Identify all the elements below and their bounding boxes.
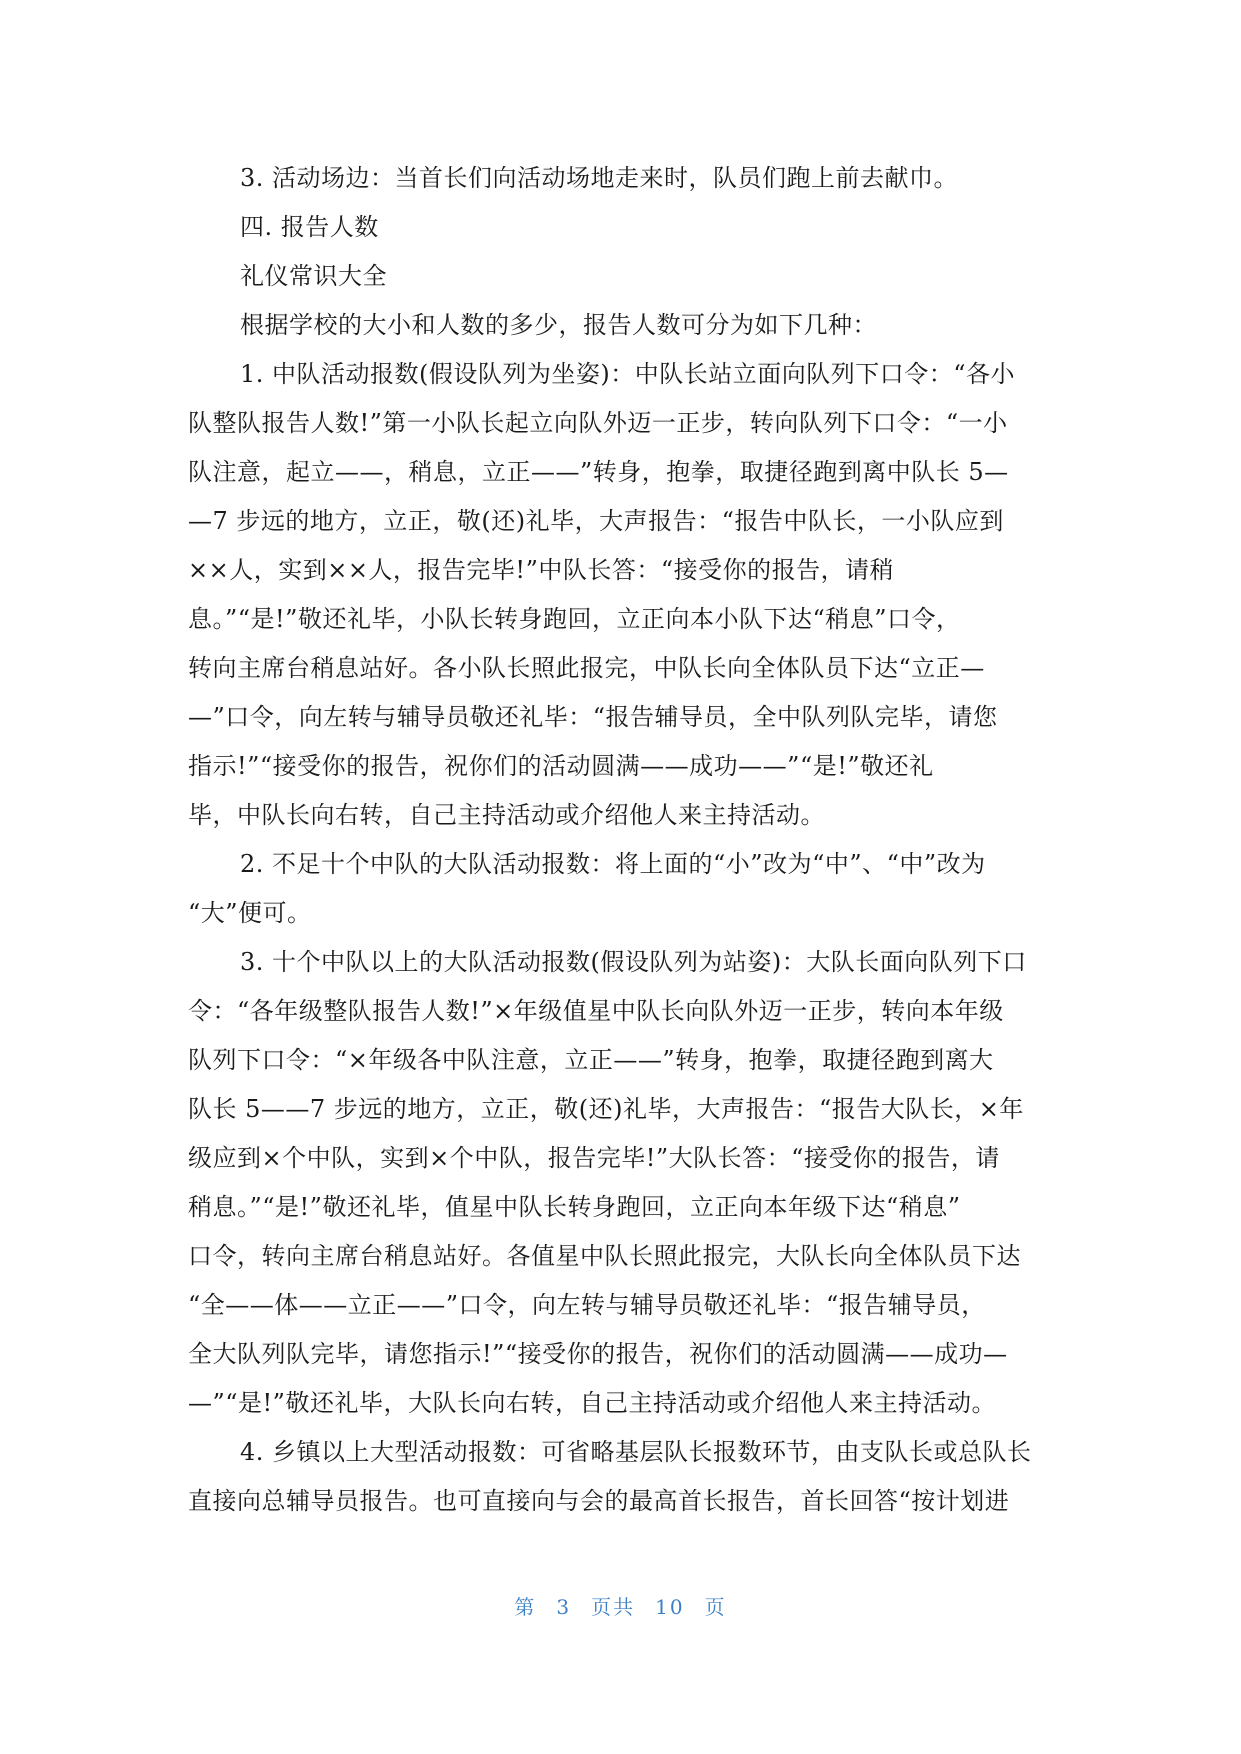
text-line: “大”便可。 <box>188 899 312 927</box>
text-line: 指示!”“接受你的报告，祝你们的活动圆满——成功——”“是!”敬还礼 <box>188 752 934 780</box>
text-line: —”“是!”敬还礼毕，大队长向右转，自己主持活动或介绍他人来主持活动。 <box>188 1389 996 1417</box>
footer-label-page-of: 页共 <box>591 1595 636 1619</box>
text-line: 礼仪常识大全 <box>240 262 387 290</box>
text-line: 4. 乡镇以上大型活动报数：可省略基层队长报数环节，由支队长或总队长 <box>240 1438 1032 1466</box>
text-line: 队整队报告人数!”第一小队长起立向队外迈一正步，转向队列下口令：“一小 <box>188 409 1008 437</box>
text-line: 2. 不足十个中队的大队活动报数：将上面的“小”改为“中”、“中”改为 <box>240 850 986 878</box>
footer-label-page: 第 <box>514 1595 537 1619</box>
text-line: “全——体——立正——”口令，向左转与辅导员敬还礼毕：“报告辅导员， <box>188 1291 986 1319</box>
footer-current-page: 3 <box>556 1595 572 1619</box>
text-line: 队长 5——7 步远的地方，立正，敬(还)礼毕，大声报告：“报告大队长，×年 <box>188 1095 1024 1123</box>
text-line: —”口令，向左转与辅导员敬还礼毕：“报告辅导员，全中队列队完毕，请您 <box>188 703 998 731</box>
text-line: 3. 十个中队以上的大队活动报数(假设队列为站姿)：大队长面向队列下口 <box>240 948 1027 976</box>
text-line: 根据学校的大小和人数的多少，报告人数可分为如下几种： <box>240 311 877 339</box>
text-line: 息。”“是!”敬还礼毕，小队长转身跑回，立正向本小队下达“稍息”口令， <box>188 605 961 633</box>
text-line: 直接向总辅导员报告。也可直接向与会的最高首长报告，首长回答“按计划进 <box>188 1487 1010 1515</box>
text-line: 口令，转向主席台稍息站好。各值星中队长照此报完，大队长向全体队员下达 <box>188 1242 1021 1270</box>
footer-label-page-end: 页 <box>704 1595 727 1619</box>
text-line: 转向主席台稍息站好。各小队长照此报完，中队长向全体队员下达“立正— <box>188 654 985 682</box>
text-line: ××人，实到××人，报告完毕!”中队长答：“接受你的报告，请稍 <box>188 556 895 584</box>
text-line: 3. 活动场边：当首长们向活动场地走来时，队员们跑上前去献巾。 <box>240 164 959 192</box>
text-line: 1. 中队活动报数(假设队列为坐姿)：中队长站立面向队列下口令：“各小 <box>240 360 1016 388</box>
text-line: 队列下口令：“×年级各中队注意，立正——”转身，抱拳，取捷径跑到离大 <box>188 1046 994 1074</box>
text-line: 毕，中队长向右转，自己主持活动或介绍他人来主持活动。 <box>188 801 825 829</box>
text-line: 级应到×个中队，实到×个中队，报告完毕!”大队长答：“接受你的报告，请 <box>188 1144 1000 1172</box>
text-line: 队注意，起立——，稍息，立正——”转身，抱拳，取捷径跑到离中队长 5— <box>188 458 1009 486</box>
document-body <box>188 154 1052 1526</box>
footer-total-pages: 10 <box>655 1595 685 1619</box>
text-line: 稍息。”“是!”敬还礼毕，值星中队长转身跑回，立正向本年级下达“稍息” <box>188 1193 961 1221</box>
text-line: —7 步远的地方，立正，敬(还)礼毕，大声报告：“报告中队长，一小队应到 <box>188 507 1004 535</box>
text-line: 令：“各年级整队报告人数!”×年级值星中队长向队外迈一正步，转向本年级 <box>188 997 1004 1025</box>
text-line: 全大队列队完毕，请您指示!”“接受你的报告，祝你们的活动圆满——成功— <box>188 1340 1008 1368</box>
page-footer <box>0 1591 1241 1620</box>
text-line: 四. 报告人数 <box>240 213 379 241</box>
